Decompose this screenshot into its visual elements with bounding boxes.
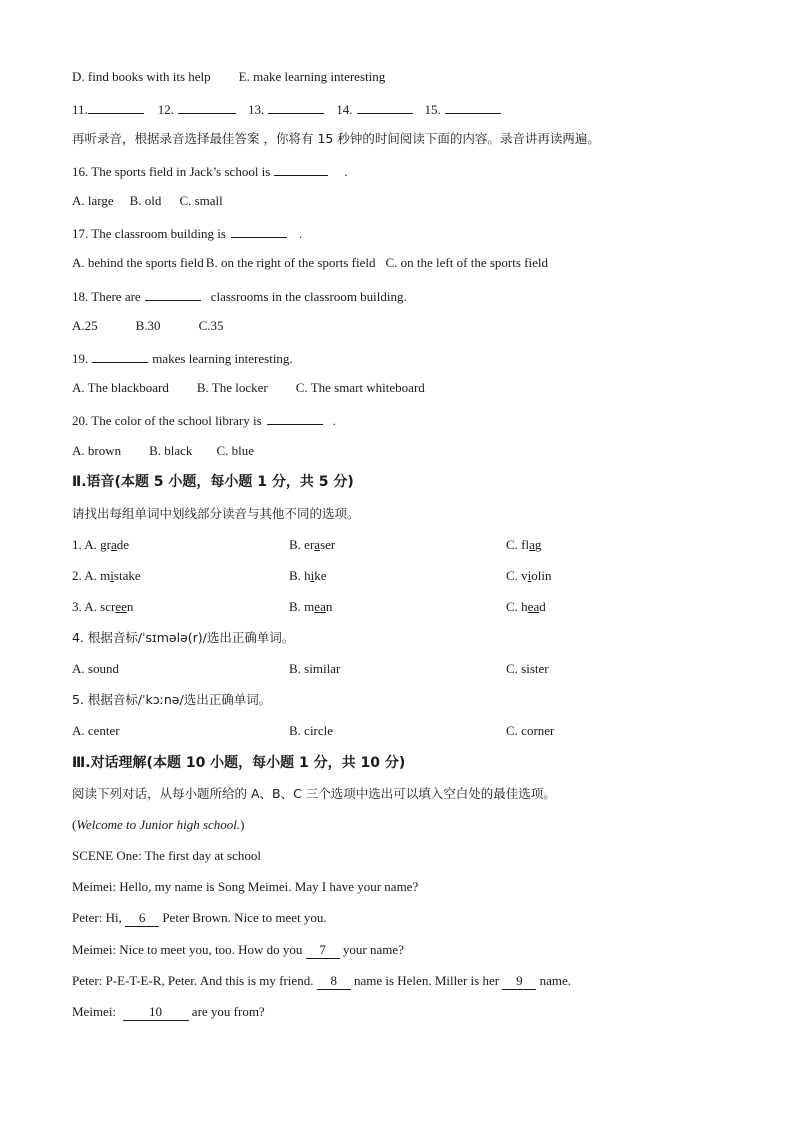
answer-blanks-11-15	[72, 100, 501, 118]
section-2-title: Ⅱ.语音(本题 5 小题，每小题 1 分，共 5 分)	[72, 474, 354, 490]
option-b[interactable]: B. hike	[289, 568, 327, 583]
option-c[interactable]: C. corner	[506, 723, 555, 738]
blank-label-13: 13.	[248, 102, 265, 117]
question-20-blank[interactable]	[267, 411, 323, 425]
dialogue-text: Meimei: Nice to meet you, too. How do you	[72, 942, 303, 957]
dialogue-text: are you from?	[191, 1004, 265, 1019]
option-a[interactable]: 2. A. mistake	[72, 568, 141, 583]
dialogue-text: Peter: P-E-T-E-R, Peter. And this is my friend.	[72, 973, 314, 988]
option-a[interactable]: A.25	[72, 318, 98, 333]
listening-instruction: 再听录音，根据录音选择最佳答案 ，你将有 15 秒钟的时间阅读下面的内容。录音讲再读两遍。	[72, 131, 600, 146]
blank-label-12: 12.	[157, 102, 175, 117]
option-a[interactable]: A. brown	[72, 443, 122, 458]
option-b[interactable]: B. on the right of the sports field	[205, 255, 376, 270]
option-a[interactable]: A. large	[72, 193, 114, 208]
option-b[interactable]: B. old	[129, 193, 162, 208]
question-17-end: .	[298, 226, 303, 241]
answer-blank-9[interactable]: 9	[502, 973, 536, 990]
dialogue-line-3	[72, 942, 404, 959]
question-16-options	[72, 193, 223, 209]
option-c[interactable]: C. small	[179, 193, 223, 208]
question-19-blank[interactable]	[92, 349, 148, 363]
option-b[interactable]: B. circle	[289, 723, 334, 738]
option-c[interactable]: C. sister	[506, 661, 549, 676]
question-17-blank[interactable]	[231, 224, 287, 238]
answer-blank-13[interactable]	[268, 100, 324, 114]
question-19	[72, 349, 293, 367]
dialogue-line-4	[72, 973, 571, 990]
section-2-instruction: 请找出每组单词中划线部分读音与其他不同的选项。	[72, 506, 360, 521]
option-b[interactable]: B. The locker	[196, 380, 268, 395]
question-phonetic-4: 4. 根据音标/ˈsɪmələ(r)/选出正确单词。	[72, 630, 295, 645]
answer-blank-12[interactable]	[178, 100, 236, 114]
question-17	[72, 224, 302, 242]
blank-label-11: 11.	[72, 102, 88, 117]
answer-blank-11[interactable]	[88, 100, 144, 114]
dialogue-text: name is Helen. Miller is her	[353, 973, 500, 988]
question-17-text: 17. The classroom building is	[72, 226, 226, 241]
option-c[interactable]: C. on the left of the sports field	[385, 255, 548, 270]
option-a[interactable]: A. sound	[72, 661, 119, 676]
question-18-text: 18. There are	[72, 289, 141, 304]
option-a[interactable]: A. The blackboard	[72, 380, 169, 395]
option-b[interactable]: B.30	[135, 318, 161, 333]
dialogue-text: Peter: Hi,	[72, 910, 122, 925]
answer-blank-15[interactable]	[445, 100, 501, 114]
blank-label-15: 15.	[424, 102, 441, 117]
option-c[interactable]: C. head	[506, 599, 546, 614]
answer-blank-8[interactable]: 8	[317, 973, 351, 990]
answer-blank-7[interactable]: 7	[306, 942, 340, 959]
question-20-options	[72, 443, 254, 459]
option-e: E. make learning interesting	[238, 69, 386, 84]
dialogue-text: your name?	[342, 942, 404, 957]
dialogue-context: (Welcome to Junior high school.)	[72, 817, 245, 832]
question-18-options	[72, 318, 223, 334]
answer-blank-14[interactable]	[357, 100, 413, 114]
option-b[interactable]: B. mean	[289, 599, 333, 614]
answer-blank-10[interactable]: 10	[123, 1004, 189, 1021]
option-a[interactable]: 3. A. screen	[72, 599, 134, 614]
question-18-end: classrooms in the classroom building.	[210, 289, 407, 304]
question-20-end: .	[332, 413, 336, 428]
answer-blank-6[interactable]: 6	[125, 910, 159, 927]
question-20	[72, 411, 336, 429]
option-b[interactable]: B. black	[149, 443, 193, 458]
dialogue-text: Peter Brown. Nice to meet you.	[162, 910, 327, 925]
question-16-blank[interactable]	[274, 162, 328, 176]
option-c[interactable]: C. The smart whiteboard	[295, 380, 425, 395]
option-a[interactable]: 1. A. grade	[72, 537, 130, 552]
dialogue-text: name.	[539, 973, 571, 988]
dialogue-text: Meimei:	[72, 1004, 117, 1019]
dialogue-line-5	[72, 1004, 265, 1021]
option-a[interactable]: A. center	[72, 723, 120, 738]
option-d: D. find books with its help	[72, 69, 211, 84]
question-20-text: 20. The color of the school library is	[72, 413, 262, 428]
dialogue-line-1: Meimei: Hello, my name is Song Meimei. May I have your name?	[72, 879, 419, 894]
question-16	[72, 162, 348, 180]
option-c[interactable]: C. blue	[216, 443, 254, 458]
option-c[interactable]: C. flag	[506, 537, 542, 552]
scene-heading: SCENE One: The first day at school	[72, 848, 261, 863]
question-19-options	[72, 380, 425, 396]
question-16-text: 16. The sports field in Jack’s school is	[72, 164, 271, 179]
option-a[interactable]: A. behind the sports field	[72, 255, 204, 270]
options-de	[72, 69, 385, 85]
section-3-instruction: 阅读下列对话，从每小题所给的 A、B、C 三个选项中选出可以填入空白处的最佳选项。	[72, 786, 556, 801]
section-3-title: Ⅲ.对话理解(本题 10 小题，每小题 1 分，共 10 分)	[72, 755, 406, 771]
dialogue-context-text: Welcome to Junior high school.	[76, 817, 241, 832]
question-16-end: .	[344, 164, 348, 179]
question-18	[72, 287, 407, 305]
option-c[interactable]: C.35	[198, 318, 224, 333]
question-17-options	[72, 255, 548, 271]
question-19-end: makes learning interesting.	[152, 351, 293, 366]
question-phonetic-5: 5. 根据音标/ˈkɔːnə/选出正确单词。	[72, 692, 272, 707]
option-b[interactable]: B. eraser	[289, 537, 336, 552]
option-c[interactable]: C. violin	[506, 568, 552, 583]
option-b[interactable]: B. similar	[289, 661, 341, 676]
question-19-text: 19.	[72, 351, 89, 366]
blank-label-14: 14.	[336, 102, 353, 117]
question-18-blank[interactable]	[145, 287, 201, 301]
dialogue-line-2	[72, 910, 327, 927]
